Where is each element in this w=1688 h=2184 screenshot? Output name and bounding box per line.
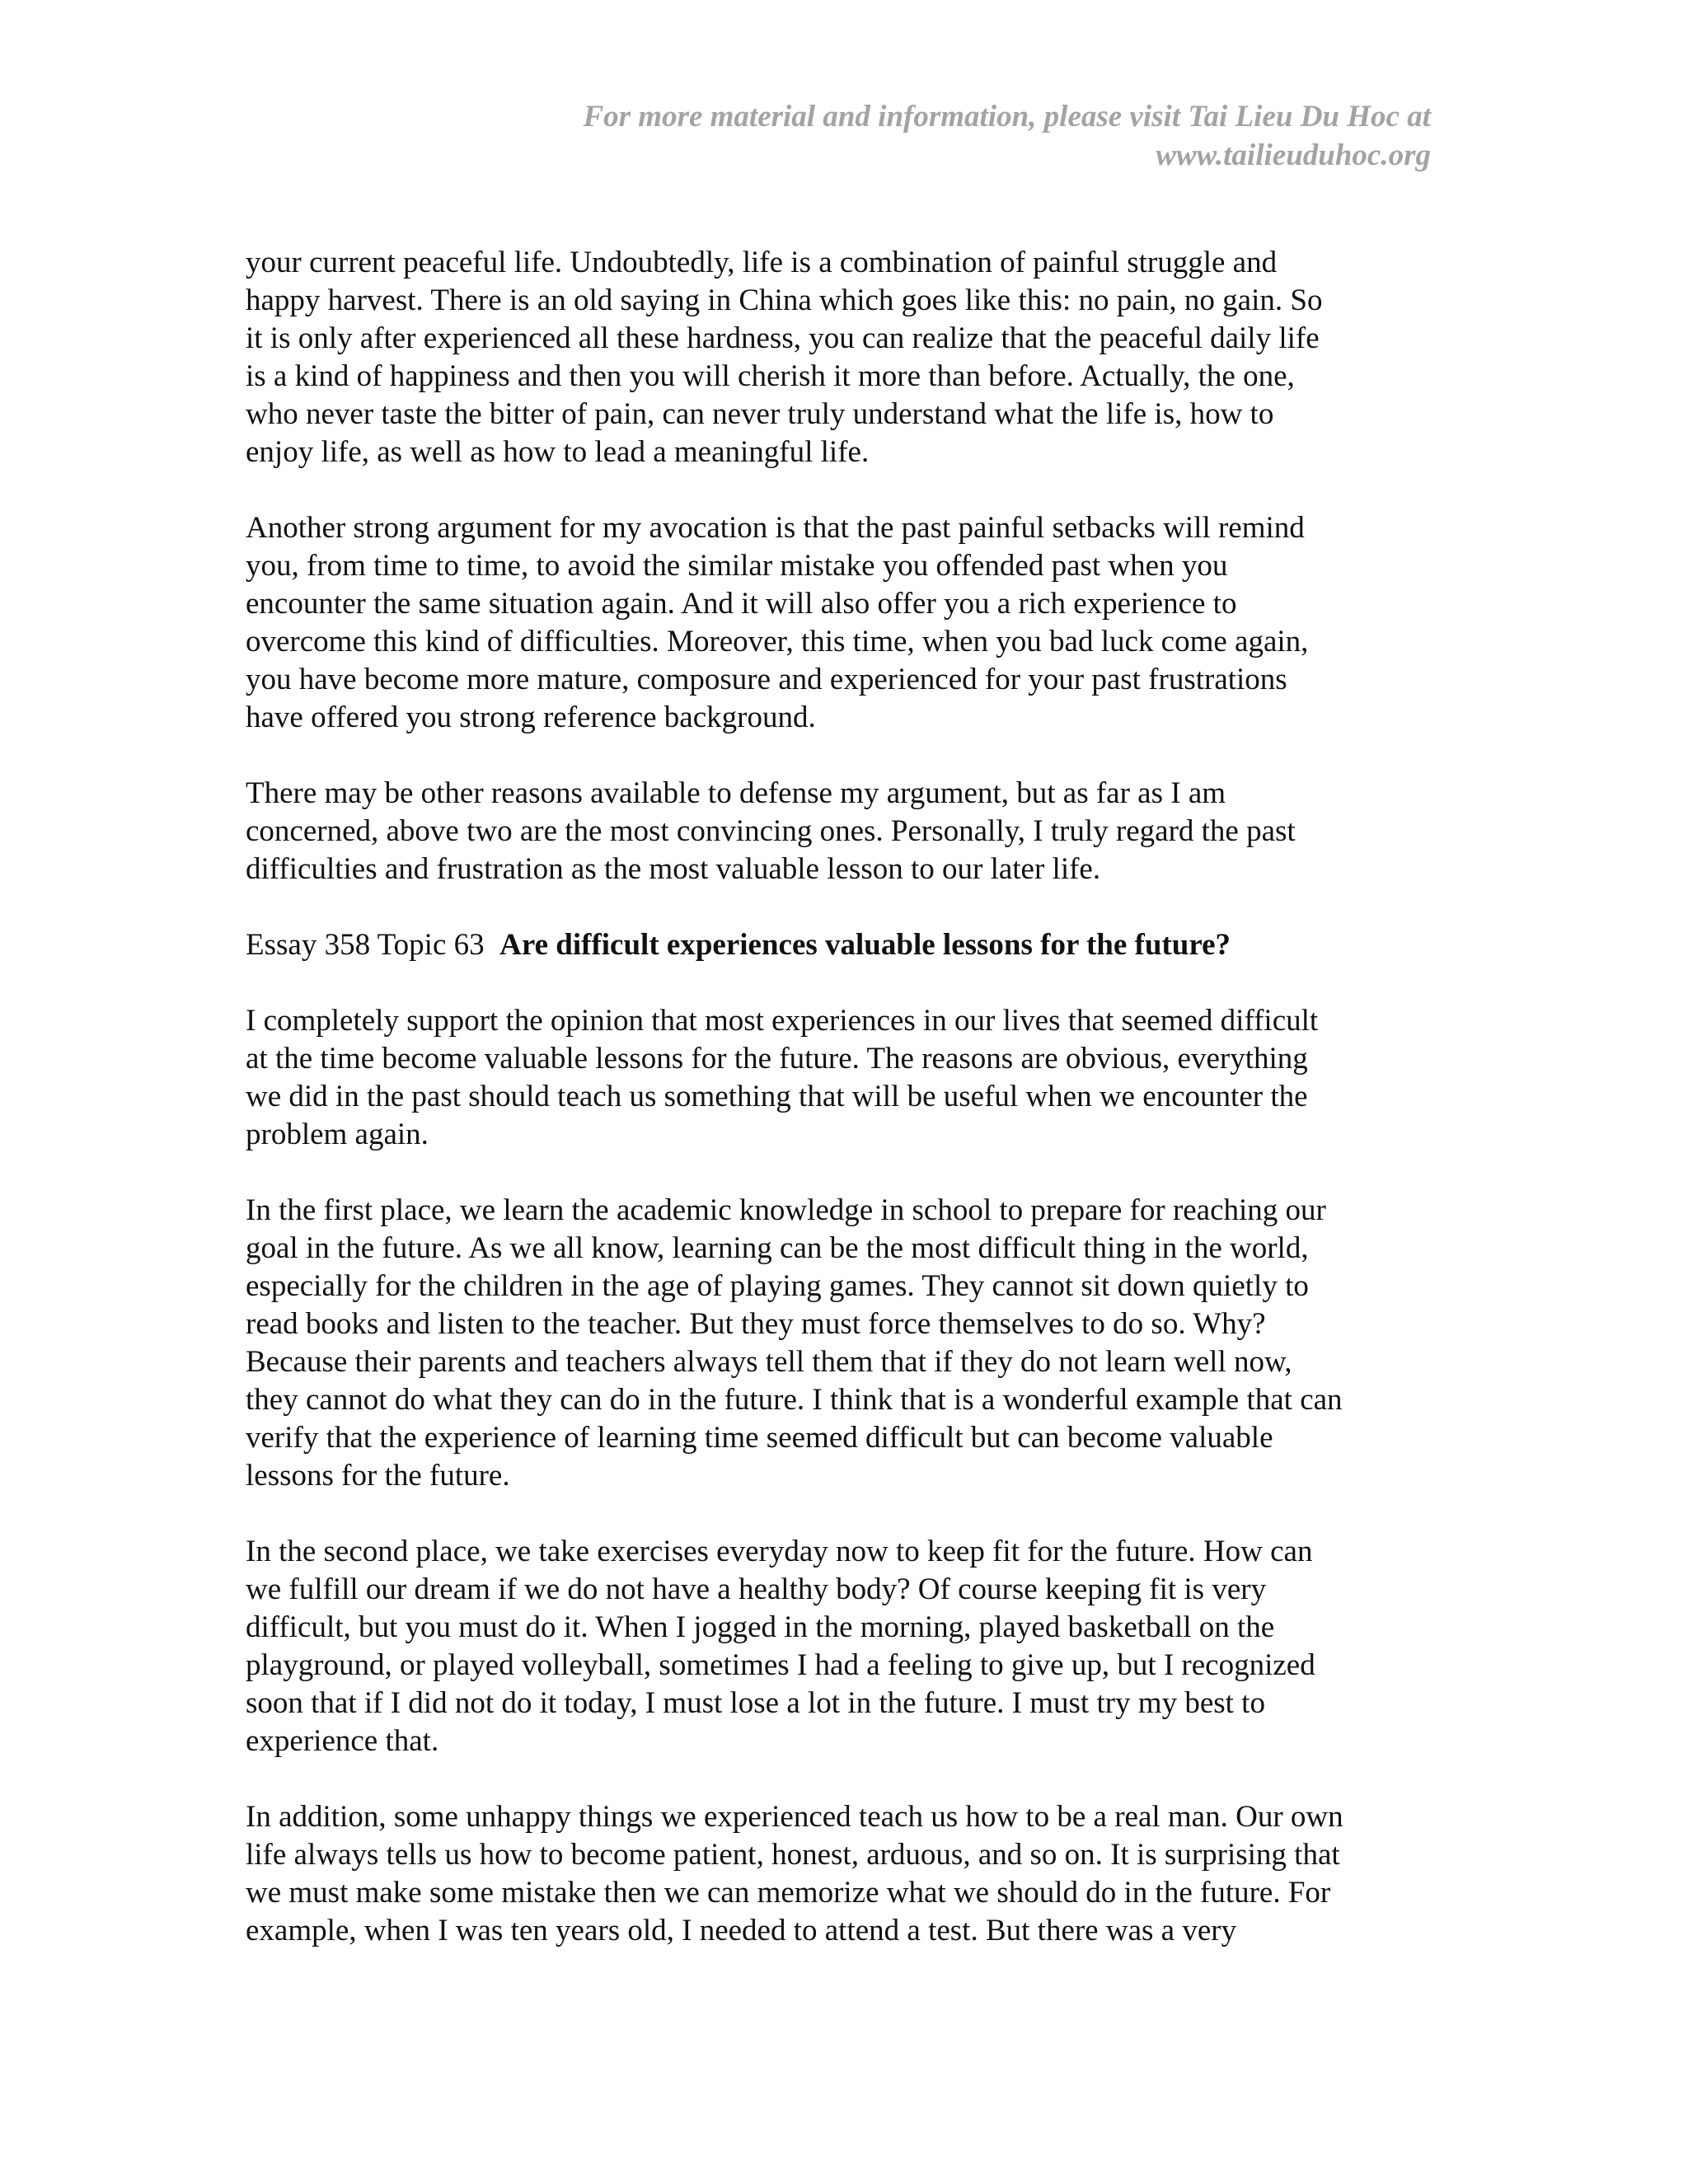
paragraph — [246, 1002, 1449, 1154]
text-line: difficult, but you must do it. When I jogged in the morning, played basketball on the — [246, 1610, 1275, 1644]
text-line: example, when I was ten years old, I needed to attend a test. But there was a very — [246, 1914, 1237, 1947]
text-line: you, from time to time, to avoid the similar mistake you offended past when you — [246, 549, 1228, 583]
text-line: life always tells us how to become patient, honest, arduous, and so on. It is surprising that — [246, 1838, 1340, 1872]
text-line: they cannot do what they can do in the future. I think that is a wonderful example that can — [246, 1383, 1343, 1417]
text-line: playground, or played volleyball, sometimes I had a feeling to give up, but I recognized — [246, 1648, 1315, 1682]
text-line: overcome this kind of difficulties. Moreover, this time, when you bad luck come again, — [246, 625, 1309, 658]
text-line: enjoy life, as well as how to lead a meaningful life. — [246, 435, 870, 469]
text-line: difficulties and frustration as the most valuable lesson to our later life. — [246, 852, 1101, 886]
header-note — [442, 97, 1431, 175]
text-line: There may be other reasons available to defense my argument, but as far as I am — [246, 776, 1226, 810]
text-line: happy harvest. There is an old saying in China which goes like this: no pain, no gain. So — [246, 284, 1323, 317]
text-line: is a kind of happiness and then you will cherish it more than before. Actually, the one, — [246, 359, 1295, 393]
paragraph — [246, 244, 1449, 471]
essay-heading — [246, 926, 1449, 964]
paragraph — [246, 509, 1449, 737]
header-note-line-1: For more material and information, please visit Tai Lieu Du Hoc at — [583, 100, 1431, 134]
text-line: at the time become valuable lessons for the future. The reasons are obvious, everything — [246, 1042, 1308, 1076]
text-line: especially for the children in the age of playing games. They cannot sit down quietly to — [246, 1269, 1309, 1303]
text-line: we did in the past should teach us something that will be useful when we encounter the — [246, 1080, 1308, 1113]
text-line: encounter the same situation again. And it will also offer you a rich experience to — [246, 587, 1237, 621]
text-line: Another strong argument for my avocation is that the past painful setbacks will remind — [246, 511, 1305, 545]
text-line: you have become more mature, composure and experienced for your past frustrations — [246, 663, 1287, 696]
text-line: have offered you strong reference background. — [246, 701, 816, 734]
text-line: soon that if I did not do it today, I must lose a lot in the future. I must try my best to — [246, 1686, 1265, 1720]
text-line: In the second place, we take exercises everyday now to keep fit for the future. How can — [246, 1535, 1313, 1568]
text-line: In addition, some unhappy things we experienced teach us how to be a real man. Our own — [246, 1800, 1343, 1834]
text-line: who never taste the bitter of pain, can never truly understand what the life is, how to — [246, 397, 1274, 431]
text-line: experience that. — [246, 1724, 439, 1758]
paragraph — [246, 1192, 1449, 1495]
paragraph — [246, 1533, 1449, 1760]
header-note-line-2: www.tailieuduhoc.org — [1156, 138, 1431, 172]
text-line: verify that the experience of learning time seemed difficult but can become valuable — [246, 1421, 1273, 1455]
paragraph — [246, 775, 1449, 888]
text-line: problem again. — [246, 1118, 429, 1151]
text-line: we fulfill our dream if we do not have a healthy body? Of course keeping fit is very — [246, 1572, 1267, 1606]
text-line: concerned, above two are the most convincing ones. Personally, I truly regard the past — [246, 814, 1296, 848]
text-line: goal in the future. As we all know, learning can be the most difficult thing in the world, — [246, 1231, 1309, 1265]
text-line: Because their parents and teachers always tell them that if they do not learn well now, — [246, 1345, 1292, 1379]
document-body — [246, 244, 1449, 1988]
text-line: your current peaceful life. Undoubtedly, life is a combination of painful struggle and — [246, 246, 1278, 279]
text-line: read books and listen to the teacher. But they must force themselves to do so. Why? — [246, 1307, 1266, 1341]
text-line: In the first place, we learn the academic knowledge in school to prepare for reaching our — [246, 1193, 1326, 1227]
essay-topic-title: Are difficult experiences valuable lessons for the future? — [499, 928, 1231, 962]
text-line: it is only after experienced all these hardness, you can realize that the peaceful daily life — [246, 321, 1320, 355]
text-line: I completely support the opinion that most experiences in our lives that seemed difficult — [246, 1004, 1319, 1038]
essay-heading-prefix: Essay 358 Topic 63 — [246, 928, 485, 962]
paragraph — [246, 1798, 1449, 1950]
text-line: lessons for the future. — [246, 1459, 510, 1493]
text-line: we must make some mistake then we can memorize what we should do in the future. For — [246, 1876, 1331, 1910]
